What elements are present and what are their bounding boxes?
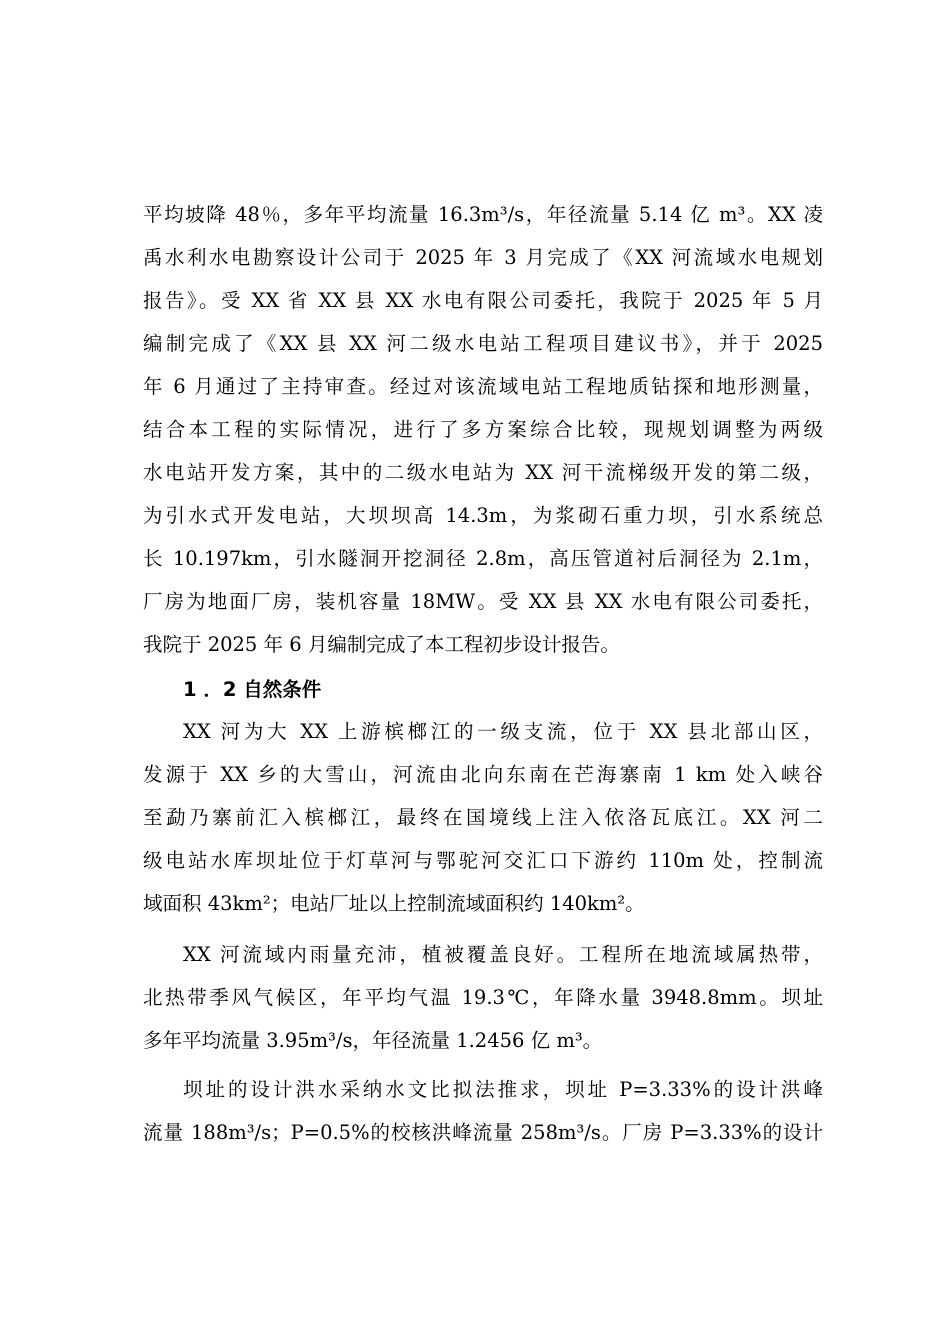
text-line: 禹水利水电勘察设计公司于 2025 年 3 月完成了《XX 河流域水电规划: [143, 246, 823, 269]
text-line: 我院于 2025 年 6 月编制完成了本工程初步设计报告。: [143, 633, 620, 656]
section-heading-block: [143, 670, 823, 710]
paragraph-project-background: [143, 193, 823, 666]
text-line: 结合本工程的实际情况，进行了多方案综合比较，现规划调整为两级: [143, 418, 823, 441]
text-line: 年 6 月通过了主持审查。经过对该流域电站工程地质钻探和地形测量，: [143, 375, 823, 398]
text-line: 级电站水库坝址位于灯草河与鄂驼河交汇口下游约 110m 处，控制流: [143, 849, 823, 872]
text-line: 流量 188m³/s；P=0.5%的校核洪峰流量 258m³/s。厂房 P=3.33%的设计: [143, 1121, 823, 1144]
text-line: 多年平均流量 3.95m³/s，年径流量 1.2456 亿 m³。: [143, 1029, 603, 1052]
text-line: 长 10.197km，引水隧洞开挖洞径 2.8m，高压管道衬后洞径为 2.1m，: [143, 547, 823, 570]
text-line: 平均坡降 48％，多年平均流量 16.3m³/s，年径流量 5.14 亿 m³。XX 凌: [143, 203, 823, 226]
text-line: 为引水式开发电站，大坝坝高 14.3m，为浆砌石重力坝，引水系统总: [143, 504, 823, 527]
text-line: 北热带季风气候区，年平均气温 19.3℃，年降水量 3948.8mm。坝址: [143, 986, 823, 1009]
text-line: 厂房为地面厂房，装机容量 18MW。受 XX 县 XX 水电有限公司委托，: [143, 590, 823, 613]
text-line: 坝址的设计洪水采纳水文比拟法推求，坝址 P=3.33%的设计洪峰: [183, 1078, 823, 1101]
paragraph-climate: [143, 933, 823, 1062]
text-line: XX 河为大 XX 上游槟榔江的一级支流，位于 XX 县北部山区，: [183, 720, 823, 743]
paragraph-river-overview: [143, 710, 823, 925]
text-line: XX 河流域内雨量充沛，植被覆盖良好。工程所在地流域属热带，: [183, 943, 823, 966]
text-line: 发源于 XX 乡的大雪山，河流由北向东南在芒海寨南 1 km 处入峡谷: [143, 763, 823, 786]
text-line: 水电站开发方案，其中的二级水电站为 XX 河干流梯级开发的第二级，: [143, 461, 823, 484]
text-line: 编制完成了《XX 县 XX 河二级水电站工程项目建议书》，并于 2025: [143, 332, 823, 355]
text-line: 至勐乃寨前汇入槟榔江，最终在国境线上注入依洛瓦底江。XX 河二: [143, 806, 823, 829]
text-line: 报告》。受 XX 省 XX 县 XX 水电有限公司委托，我院于 2025 年 5 月: [143, 289, 823, 312]
text-line: 域面积 43km²；电站厂址以上控制流域面积约 140km²。: [143, 892, 645, 915]
paragraph-design-flood: [143, 1068, 823, 1154]
section-heading: 1 ．2 自然条件: [183, 678, 322, 701]
